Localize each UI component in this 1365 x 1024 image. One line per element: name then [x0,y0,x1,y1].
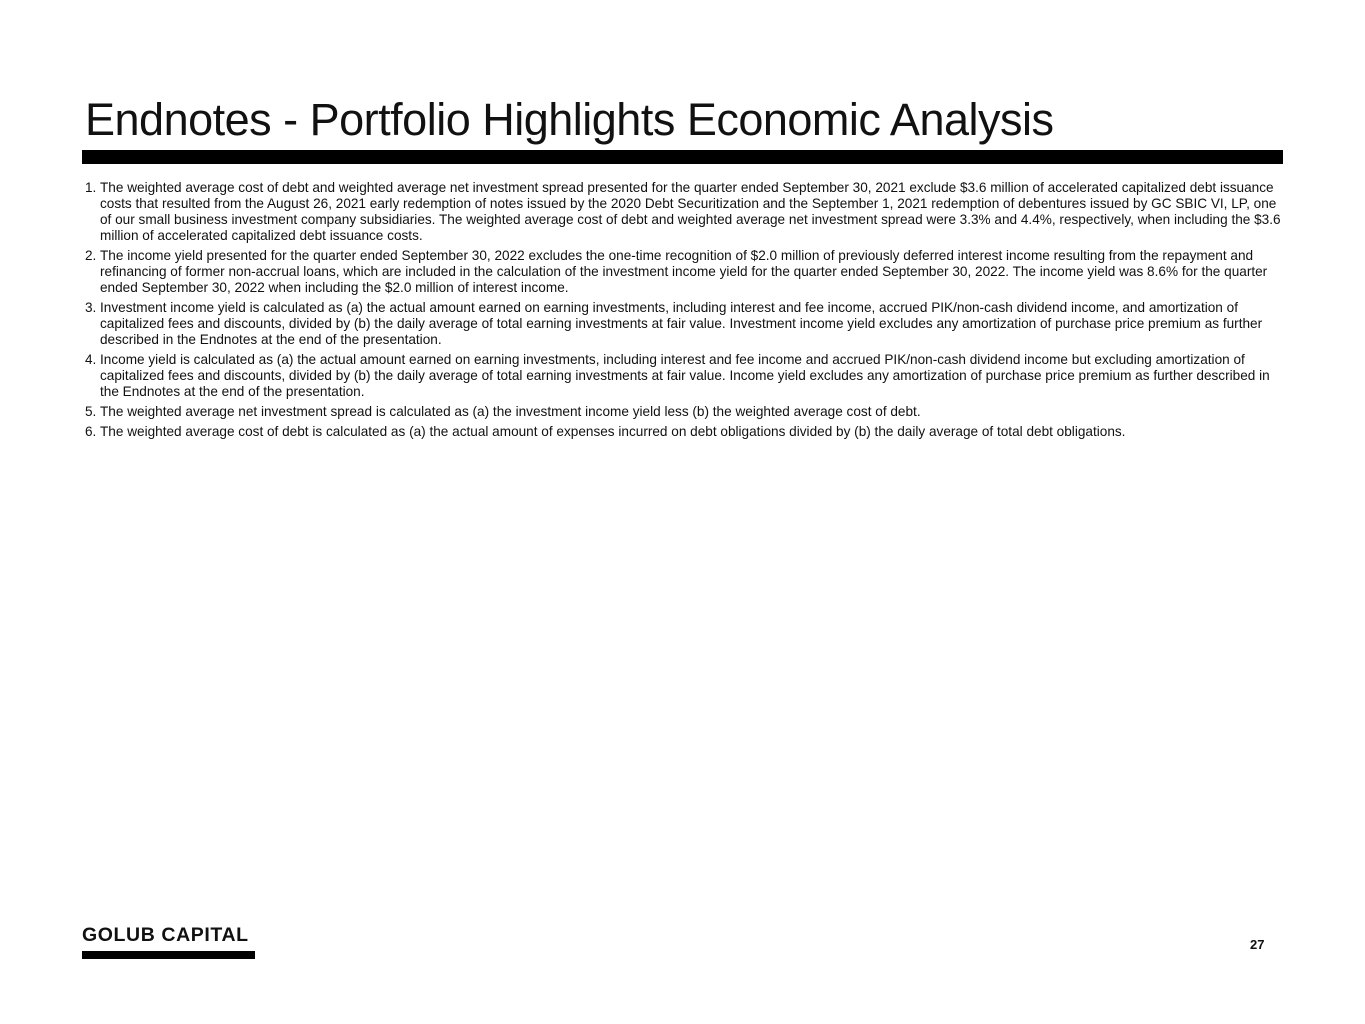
endnote-number: 4. [85,352,97,367]
page-title: Endnotes - Portfolio Highlights Economic Analysis [85,94,1054,145]
endnote-item [85,180,1285,244]
endnote-text: Income yield is calculated as (a) the actual amount earned on earning investments, including interest and fee income and accrued PIK/non-cash dividend income but excluding amortization of capitalized fees and discounts, divided by (b) the daily average of total earning investments at fair value. Income yield excludes any amortization of purchase price premium as further described in the Endnotes at the end of the presentation. [100,352,1270,399]
endnote-text: The weighted average net investment spread is calculated as (a) the investment income yield less (b) the weighted average cost of debt. [100,404,921,419]
endnote-text: The weighted average cost of debt and weighted average net investment spread presented for the quarter ended September 30, 2021 exclude $3.6 million of accelerated capitalized debt issuance costs that resulted from the August 26, 2021 early redemption of notes issued by the 2020 Debt Securitization and the September 1, 2021 redemption of debentures issued by GC SBIC VI, LP, one of our small business investment company subsidiaries. The weighted average cost of debt and weighted average net investment spread were 3.3% and 4.4%, respectively, when including the $3.6 million of accelerated capitalized debt issuance costs. [100,180,1281,243]
endnote-item [85,248,1285,296]
title-divider [82,150,1283,164]
endnote-number: 2. [85,248,97,263]
logo-wordmark: GOLUB CAPITAL [82,924,249,946]
company-logo [82,924,256,959]
endnote-number: 5. [85,404,97,419]
page-number: 27 [1250,937,1265,952]
endnote-text: The weighted average cost of debt is calculated as (a) the actual amount of expenses incurred on debt obligations divided by (b) the daily average of total debt obligations. [100,424,1126,439]
endnote-item [85,424,1285,440]
endnotes-list [85,180,1285,444]
endnote-number: 1. [85,180,97,195]
endnote-text: The income yield presented for the quarter ended September 30, 2022 excludes the one-time recognition of $2.0 million of previously deferred interest income resulting from the repayment and refinancing of former non-accrual loans, which are included in the calculation of the investment income yield for the quarter ended September 30, 2022. The income yield was 8.6% for the quarter ended September 30, 2022 when including the $2.0 million of interest income. [100,248,1268,295]
endnote-number: 6. [85,424,97,439]
endnote-text: Investment income yield is calculated as (a) the actual amount earned on earning investments, including interest and fee income, accrued PIK/non-cash dividend income, and amortization of capitalized fees and discounts, divided by (b) the daily average of total earning investments at fair value. Investment income yield excludes any amortization of purchase price premium as further described in the Endnotes at the end of the presentation. [100,300,1263,347]
endnote-item [85,352,1285,400]
endnote-number: 3. [85,300,97,315]
logo-underline [82,951,255,959]
endnote-item [85,404,1285,420]
endnote-item [85,300,1285,348]
